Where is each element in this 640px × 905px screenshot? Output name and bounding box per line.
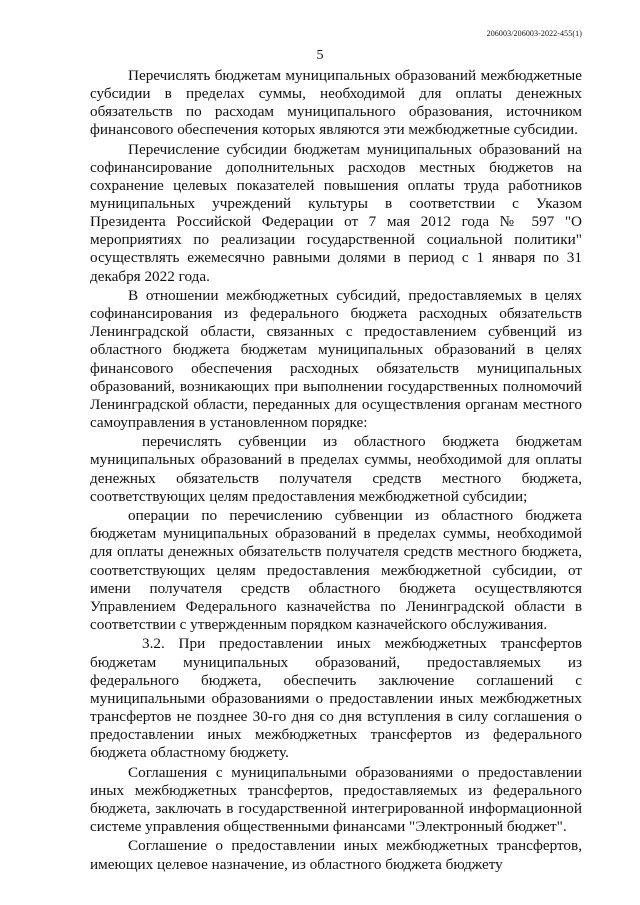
paragraph-federal-cofinancing: В отношении межбюджетных субсидий, предоставляемых в целях софинансирования из федерального бюджета расходных обязательств Ленинградской области, связанных с предоставлением субвенций из областного бюджета бюджетам муниципальных образований в целях финансового обеспечения расходных обязательств муниципальных образований, возникающих при выполнении государственных полномочий Ленинградской области, переданных для осуществления органам местного самоуправления в установленном порядке: [90,287,582,431]
document-body [90,67,582,875]
paragraph-electronic-budget: Соглашения с муниципальными образованиями о предоставлении иных межбюджетных трансфертов, предоставляемых из федерального бюджета, заключать в государственной интегрированной информационной системе управления общественными финансами "Электронный бюджет". [90,763,582,835]
paragraph-culture-salary-subsidy: Перечисление субсидии бюджетам муниципальных образований на софинансирование дополнительных расходов местных бюджетов на сохранение целевых показателей повышения оплаты труда работников муниципальных учреждений культуры в соответствии с Указом Президента Российской Федерации от 7 мая 2012 года № 597 "О мероприятиях по реализации государственной социальной политики" осуществлять ежемесячно равными долями в период с 1 января по 31 декабря 2022 года. [90,140,582,285]
page-number: 5 [316,48,324,63]
paragraph-transfer-subsidies: Перечислять бюджетам муниципальных образований межбюджетные субсидии в пределах суммы, необходимой для оплаты денежных обязательств по расходам муниципального образования, источником финансового обеспечения которых являются эти межбюджетные субсидии. [90,67,582,139]
paragraph-treasury-operations: операции по перечислению субвенции из областного бюджета бюджетам муниципальных образований в пределах суммы, необходимой для оплаты денежных обязательств получателя средств местного бюджета, соответствующих целям предоставления межбюджетной субсидии, от имени получателя средств областного бюджета осуществляются Управлением Федерального казначейства по Ленинградской области в соответствии с утвержденным порядком казначейского обслуживания. [90,507,582,633]
document-code: 206003/206003-2022-455(1) [486,29,582,38]
paragraph-transfer-subventions: перечислять субвенции из областного бюджета бюджетам муниципальных образований в пределах суммы, необходимой для оплаты денежных обязательств получателя средств местного бюджета, соответствующих целям предоставления межбюджетной субсидии; [90,433,582,505]
paragraph-section-3-2: 3.2. При предоставлении иных межбюджетных трансфертов бюджетам муниципальных образований, предоставляемых из федерального бюджета, обеспечить заключение соглашений с муниципальными образованиями о предоставлении иных межбюджетных трансфертов не позднее 30-го дня со дня вступления в силу соглашения о предоставлении иных межбюджетных трансфертов из федерального бюджета областному бюджету. [90,635,582,761]
paragraph-agreement-target: Соглашение о предоставлении иных межбюджетных трансфертов, имеющих целевое назначение, из областного бюджета бюджету [90,837,582,873]
